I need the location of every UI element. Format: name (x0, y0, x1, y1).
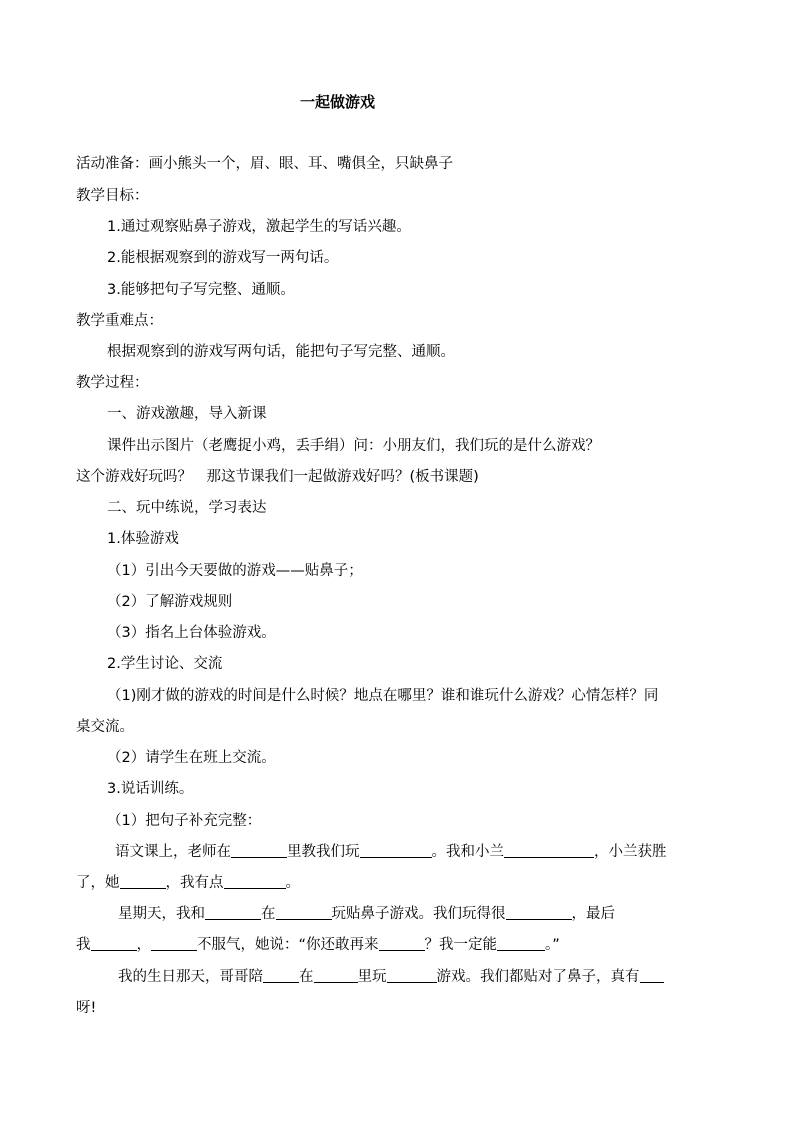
fill-blank[interactable] (263, 968, 299, 983)
key-text: 根据观察到的游戏写两句话，能把句子写完整、通顺。 (107, 344, 455, 360)
step-3-item-a: （1）把句子补充完整： (107, 813, 262, 829)
fill-blank[interactable] (91, 936, 137, 951)
process-heading: 教学过程： (76, 375, 149, 391)
goal-2: 2.能根据观察到的游戏写一两句话。 (107, 250, 339, 266)
fill-text: 。 (285, 875, 300, 891)
fill-text: 游戏。我们都贴对了鼻子，真有 (436, 969, 640, 985)
fill-text: ？我一定能 (424, 937, 498, 953)
fill-blank[interactable] (360, 843, 432, 858)
fill-blank[interactable] (231, 843, 287, 858)
prep-line: 活动准备：画小熊头一个，眉、眼、耳、嘴俱全，只缺鼻子 (76, 156, 453, 172)
goal-3: 3.能够把句子写完整、通顺。 (107, 282, 295, 298)
fill-sentence-3-line-1 (118, 967, 664, 987)
step-1-item-a: （1）引出今天要做的游戏——贴鼻子； (107, 563, 363, 579)
fill-text: 在 (261, 906, 276, 922)
fill-blank[interactable] (640, 968, 664, 983)
step-1-heading: 1.体验游戏 (107, 531, 179, 547)
step-1-item-b: （2）了解游戏规则 (107, 594, 233, 610)
fill-blank[interactable] (504, 843, 594, 858)
fill-text: 星期天，我和 (118, 906, 205, 922)
fill-blank[interactable] (276, 905, 332, 920)
fill-text: 。” (545, 937, 560, 953)
fill-blank[interactable] (224, 874, 286, 889)
fill-blank[interactable] (379, 936, 425, 951)
fill-blank[interactable] (387, 968, 437, 983)
goal-1: 1.通过观察贴鼻子游戏，激起学生的写话兴趣。 (107, 219, 411, 235)
section-1-paragraph-line-1: 课件出示图片（老鹰捉小鸡，丢手绢）问：小朋友们，我们玩的是什么游戏？ (107, 438, 600, 454)
fill-sentence-1-line-1 (115, 842, 667, 862)
fill-blank[interactable] (205, 905, 261, 920)
fill-blank[interactable] (314, 968, 358, 983)
fill-text: 我 (76, 937, 91, 953)
fill-blank[interactable] (497, 936, 545, 951)
fill-text: 我的生日那天，哥哥陪 (118, 969, 263, 985)
fill-text: ，最后 (571, 906, 615, 922)
fill-text: 了，她 (76, 875, 120, 891)
step-2-item-a-line-1: （1)刚才做的游戏的时间是什么时候？地点在哪里？谁和谁玩什么游戏？心情怎样？同 (107, 688, 659, 704)
fill-sentence-2-line-1 (118, 904, 615, 924)
section-1-paragraph-line-2: 这个游戏好玩吗？ 那这节课我们一起做游戏好吗？(板书课题) (76, 469, 479, 485)
fill-text: 在 (299, 969, 314, 985)
fill-sentence-1-line-2 (76, 873, 300, 893)
fill-sentence-3-line-2 (76, 998, 96, 1018)
step-2-item-b: （2）请学生在班上交流。 (107, 750, 276, 766)
fill-sentence-2-line-2 (76, 935, 560, 955)
fill-text: 里教我们玩 (287, 844, 360, 860)
key-heading: 教学重难点： (76, 313, 163, 329)
fill-text: ，我有点 (165, 875, 224, 891)
fill-text: ， (136, 937, 151, 953)
page-title: 一起做游戏 (300, 93, 376, 111)
fill-text: ，小兰获胜 (594, 844, 667, 860)
fill-blank[interactable] (506, 905, 572, 920)
fill-text: 玩贴鼻子游戏。我们玩得很 (331, 906, 506, 922)
fill-text: 。我和小兰 (431, 844, 504, 860)
fill-blank[interactable] (120, 874, 166, 889)
step-3-heading: 3.说话训练。 (107, 781, 194, 797)
goals-heading: 教学目标： (76, 188, 149, 204)
fill-text: 语文课上，老师在 (115, 844, 231, 860)
step-2-item-a-line-2: 桌交流。 (76, 719, 134, 735)
fill-text: 里玩 (357, 969, 387, 985)
section-2-heading: 二、玩中练说，学习表达 (107, 500, 267, 516)
step-2-heading: 2.学生讨论、交流 (107, 656, 223, 672)
fill-text: 不服气，她说：“你还敢再来 (197, 937, 379, 953)
section-1-heading: 一、游戏激趣，导入新课 (107, 406, 267, 422)
fill-blank[interactable] (151, 936, 197, 951)
step-1-item-c: （3）指名上台体验游戏。 (107, 625, 276, 641)
fill-text: 呀! (76, 1000, 97, 1016)
